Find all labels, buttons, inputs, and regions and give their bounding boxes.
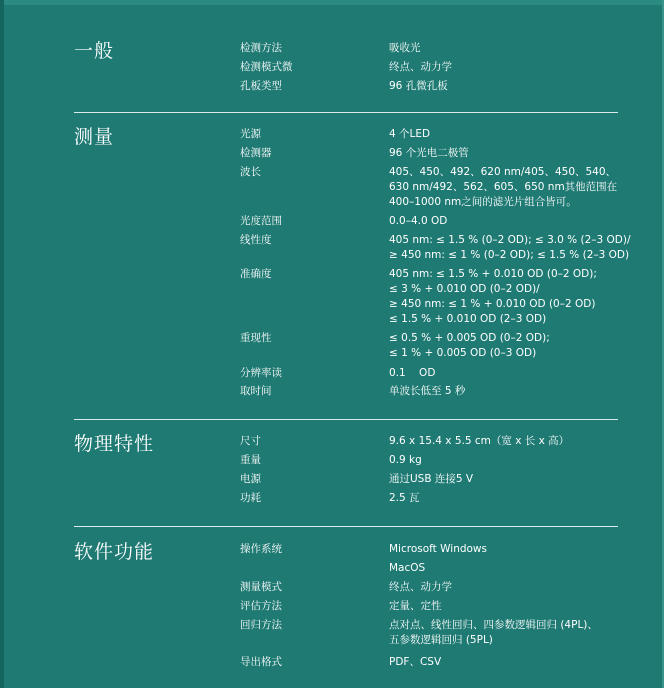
- spec-value: [389, 655, 629, 670]
- spec-value: [389, 366, 629, 381]
- spec-label: 评估方法: [240, 600, 282, 612]
- spec-value: [389, 165, 629, 210]
- top-band: [0, 0, 664, 5]
- spec-value-line: 吸收光: [389, 42, 421, 54]
- spec-label: 线性度: [240, 234, 272, 246]
- spec-value: [389, 41, 629, 56]
- spec-value-line: 定量、定性: [389, 600, 442, 612]
- spec-label: 检测方法: [240, 42, 282, 54]
- spec-value-line: ≥ 450 nm: ≤ 1 % (0–2 OD); ≤ 1.5 % (2–3 OD): [389, 249, 630, 261]
- spec-value: [389, 79, 629, 94]
- spec-value-line: 9.6 x 15.4 x 5.5 cm（宽 x 长 x 高）: [389, 435, 570, 447]
- spec-value: [389, 472, 629, 487]
- section-title: 一般: [74, 40, 115, 62]
- spec-label: 重量: [240, 454, 261, 466]
- spec-value-line: Microsoft Windows: [389, 543, 487, 555]
- spec-value-line: PDF、CSV: [389, 656, 442, 668]
- spec-value: [389, 580, 629, 595]
- spec-label: 功耗: [240, 492, 261, 504]
- spec-value: [389, 146, 629, 161]
- spec-label: 测量模式: [240, 581, 282, 593]
- spec-label: 尺寸: [240, 435, 261, 447]
- spec-value: [389, 331, 629, 361]
- spec-label: 光度范围: [240, 215, 282, 227]
- spec-value-line: 400–1000 nm之间的滤光片组合皆可。: [389, 196, 577, 208]
- section-title: 物理特性: [74, 433, 155, 455]
- spec-label: 孔板类型: [240, 80, 282, 92]
- spec-value: [389, 384, 629, 399]
- section-title: 测量: [74, 126, 115, 148]
- section-divider: [74, 112, 618, 113]
- spec-value-line: 0.9 kg: [389, 454, 422, 466]
- spec-value-line: 单波长低至 5 秒: [389, 385, 466, 397]
- spec-value: [389, 267, 629, 327]
- spec-value-line: 4 个LED: [389, 128, 431, 140]
- spec-value-line: 405、450、492、620 nm/405、450、540、: [389, 166, 617, 178]
- spec-value: [389, 599, 629, 614]
- spec-label: 检测模式微: [240, 61, 293, 73]
- spec-value: [389, 491, 629, 506]
- spec-label: 准确度: [240, 268, 272, 280]
- spec-label: 导出格式: [240, 656, 282, 668]
- section-title: 软件功能: [74, 541, 155, 563]
- spec-value: [389, 214, 629, 229]
- spec-value-line: 0.0–4.0 OD: [389, 215, 448, 227]
- spec-value-line: ≤ 0.5 % + 0.005 OD (0–2 OD);: [389, 332, 550, 344]
- spec-label: 重现性: [240, 332, 272, 344]
- spec-value: [389, 127, 629, 142]
- spec-value: [389, 542, 629, 557]
- spec-value-line: ≤ 1 % + 0.005 OD (0–3 OD): [389, 347, 537, 359]
- spec-value: [389, 453, 629, 468]
- spec-value-line: 通过USB 连接5 V: [389, 473, 474, 485]
- spec-value: [389, 618, 629, 648]
- spec-label: 电源: [240, 473, 261, 485]
- spec-label: 回归方法: [240, 619, 282, 631]
- spec-value-line: 终点、动力学: [389, 61, 452, 73]
- spec-value-line: ≥ 450 nm: ≤ 1 % + 0.010 OD (0–2 OD): [389, 298, 596, 310]
- spec-value-line: 96 孔微孔板: [389, 80, 448, 92]
- spec-label: 分辨率读: [240, 367, 282, 379]
- spec-value: [389, 60, 629, 75]
- spec-value-line: ≤ 1.5 % + 0.010 OD (2–3 OD): [389, 313, 547, 325]
- spec-value: [389, 561, 629, 576]
- spec-value: [389, 233, 629, 263]
- spec-value-line: 终点、动力学: [389, 581, 452, 593]
- left-edge: [0, 0, 4, 688]
- spec-value-line: MacOS: [389, 562, 426, 574]
- spec-label: 光源: [240, 128, 261, 140]
- spec-value-line: 96 个光电二极管: [389, 147, 469, 159]
- section-divider: [74, 526, 618, 527]
- spec-value-line: 0.1 OD: [389, 367, 436, 379]
- spec-value-line: 405 nm: ≤ 1.5 % (0–2 OD); ≤ 3.0 % (2–3 OD)/: [389, 234, 631, 246]
- section-divider: [74, 419, 618, 420]
- spec-label: 操作系统: [240, 543, 282, 555]
- spec-label: 检测器: [240, 147, 272, 159]
- spec-value-line: 2.5 瓦: [389, 492, 420, 504]
- spec-value-line: 405 nm: ≤ 1.5 % + 0.010 OD (0–2 OD);: [389, 268, 597, 280]
- spec-value-line: 点对点、线性回归、四参数逻辑回归 (4PL)、: [389, 619, 598, 631]
- spec-label: 波长: [240, 166, 261, 178]
- spec-value: [389, 434, 629, 449]
- spec-value-line: 630 nm/492、562、605、650 nm其他范围在: [389, 181, 618, 193]
- spec-value-line: 五参数逻辑回归 (5PL): [389, 634, 493, 646]
- spec-value-line: ≤ 3 % + 0.010 OD (0–2 OD)/: [389, 283, 540, 295]
- spec-label: 取时间: [240, 385, 272, 397]
